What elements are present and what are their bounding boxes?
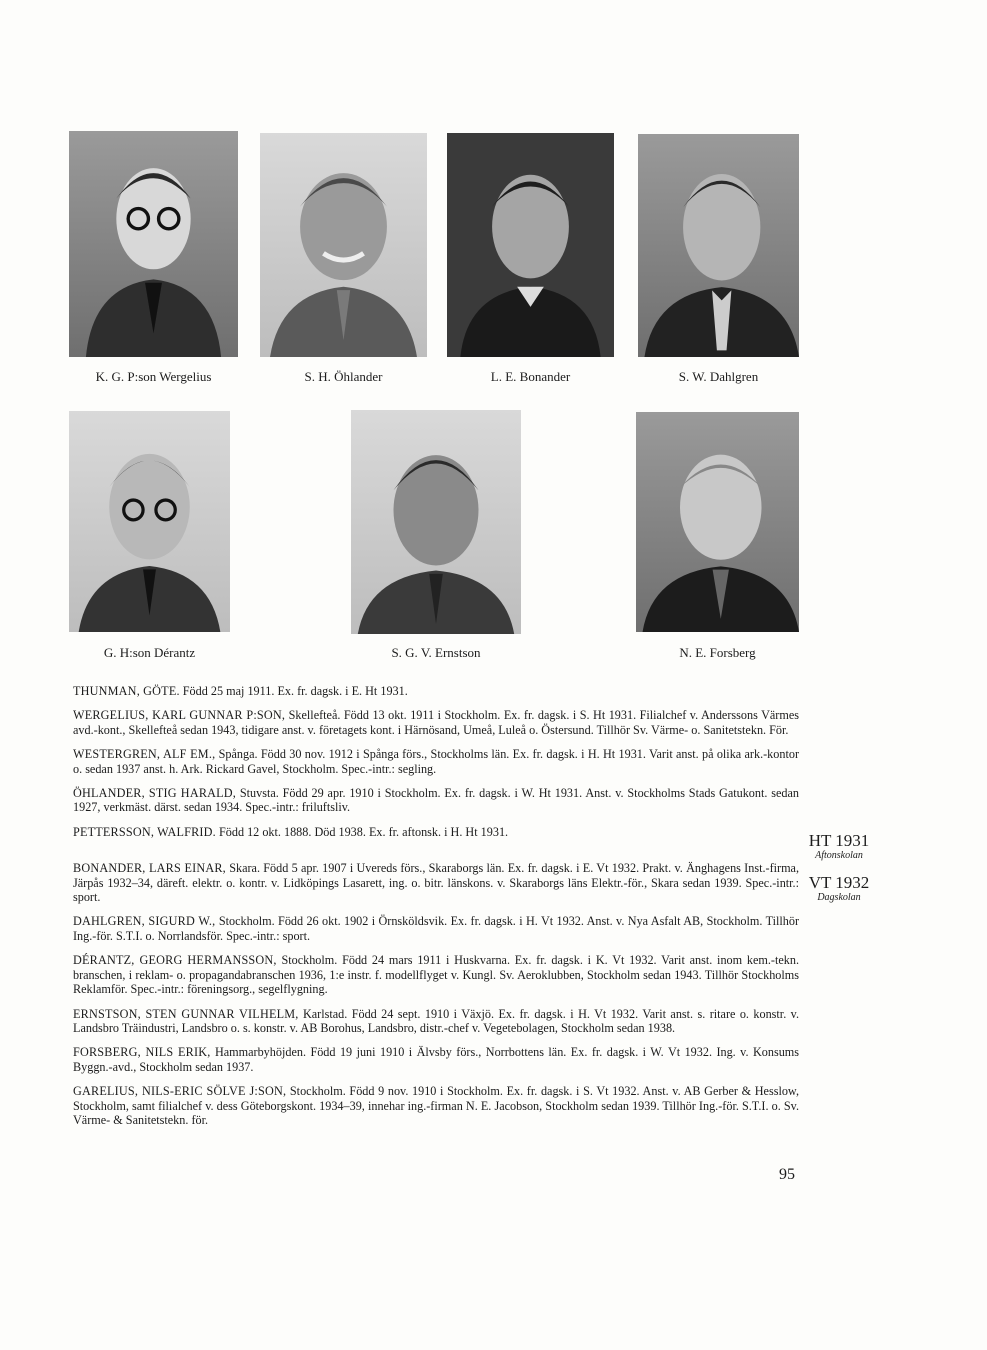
- entry-derantz: DÉRANTZ, GEORG HERMANSSON, Stockholm. Född 24 mars 1911 i Huskvarna. Ex. fr. dagsk. i K. Vt 1932. Varit anst. inom kem.-tekn. branschen, i reklam- o. propagandabranschen 1936, 1:e instr. f. modellflyget v. Kungl. Sv. Aeroklubben, Stockholm sedan 1943. Tillhör Stockholms Reklamför. Spec.-intr.: föreningsorg., segelflygning.: [73, 953, 799, 997]
- photo-caption: S. G. V. Ernstson: [391, 645, 481, 660]
- photo-caption: N. E. Forsberg: [679, 645, 756, 660]
- photo-caption: S. W. Dahlgren: [678, 369, 759, 384]
- school-label: Dagskolan: [817, 892, 861, 903]
- biography-list: [73, 684, 799, 1137]
- entry-garelius: GARELIUS, NILS-ERIC SÖLVE J:SON, Stockholm. Född 9 nov. 1910 i Stockholm. Ex. fr. dagsk. i S. Vt 1932. Anst. v. AB Gerber & Hesslow, Stockholm, samt filialchef v. dess Göteborgskont. 1934–39, innehar ing.-firman N. E. Jacobson, Stockholm sedan 1939. Tillhör Ing.-för. S.T.I. o. Sv. Värme- & Sanitetstekn. för.: [73, 1084, 799, 1127]
- portrait-forsberg: [636, 412, 799, 632]
- term-label: HT 1931: [808, 831, 870, 850]
- portrait-derantz: [69, 411, 230, 632]
- portrait-ernstson: [351, 410, 521, 634]
- portrait-ohlander: [260, 133, 427, 357]
- margin-note-ht1931: [804, 832, 874, 862]
- entry-ohlander: ÖHLANDER, STIG HARALD, Stuvsta. Född 29 apr. 1910 i Stockholm. Ex. fr. dagsk. i W. Ht 1931. Anst. v. Stockholms Stads Gatukont. sedan 1927, verkmäst. därst. sedan 1934. Spec.-intr.: friluftsliv.: [73, 786, 800, 815]
- margin-note-vt1932: [804, 874, 874, 904]
- portrait-wergelius: [69, 131, 238, 357]
- entry-bonander: BONANDER, LARS EINAR, Skara. Född 5 apr. 1907 i Uvereds förs., Skaraborgs län. Ex. fr. dagsk. i E. Vt 1932. Prakt. v. Änghagens Inst.-firma, Järpås 1932–34, däreft. elektr. o. kontr. v. Lidköpings Lasarett, ing. o. bitr. länskons. v. Skaraborgs läns Elektr.-för., Skara sedan 1939. Spec.-intr.: sport.: [73, 861, 800, 905]
- entry-dahlgren: DAHLGREN, SIGURD W., Stockholm. Född 26 okt. 1902 i Örnsköldsvik. Ex. fr. dagsk. i H. Vt 1932. Anst. v. Nya Asfalt AB, Stockholm. Tillhör Ing.-för. S.T.I. o. Norrlandsför. Spec.-intr.: sport.: [73, 914, 800, 943]
- page-number: 95: [779, 1166, 795, 1183]
- entry-pettersson: PETTERSSON, WALFRID. Född 12 okt. 1888. Död 1938. Ex. fr. aftonsk. i H. Ht 1931.: [73, 824, 509, 839]
- photo-caption: K. G. P:son Wergelius: [95, 369, 212, 384]
- photo-caption: L. E. Bonander: [490, 369, 571, 384]
- term-label: VT 1932: [808, 873, 870, 892]
- portrait-bonander: [447, 133, 614, 357]
- photo-caption: S. H. Öhlander: [304, 369, 383, 384]
- entry-westergren: WESTERGREN, ALF EM., Spånga. Född 30 nov. 1912 i Spånga förs., Stockholms län. Ex. fr. dagsk. i H. Ht 1931. Varit anst. på olika ark.-kontor o. sedan 1937 anst. h. Ark. Rickard Gavel, Stockholm. Spec.-intr.: segling.: [73, 747, 799, 776]
- entry-ernstson: ERNSTSON, STEN GUNNAR VILHELM, Karlstad. Född 24 sept. 1910 i Växjö. Ex. fr. dagsk. i H. Vt 1932. Varit anst. s. ritare o. konstr. v. Landsbro Träindustri, Landsbro o. s. konstr. v. AB Borohus, Landsbro, distr.-chef v. Vegetebolagen, Stockholm sedan 1938.: [73, 1006, 799, 1035]
- photo-caption: G. H:son Dérantz: [103, 645, 196, 660]
- entry-wergelius: WERGELIUS, KARL GUNNAR P:SON, Skellefteå. Född 13 okt. 1911 i Stockholm. Ex. fr. dagsk. i S. Ht 1931. Filialchef v. Anderssons Värmes avd.-kont., Skellefteå sedan 1943, tidigare anst. v. företagets kont. i Härnösand, Umeå, Luleå o. Östersund. Tillhör Sv. Värme- o. Sanitetstekn. För.: [73, 708, 799, 737]
- entry-forsberg: FORSBERG, NILS ERIK, Hammarbyhöjden. Född 19 juni 1910 i Älvsby förs., Norrbottens län. Ex. fr. dagsk. i W. Vt 1932. Ing. v. Konsums Byggn.-avd., Stockholm sedan 1937.: [73, 1045, 800, 1074]
- entry-thunman: THUNMAN, GÖTE. Född 25 maj 1911. Ex. fr. dagsk. i E. Ht 1931.: [73, 684, 408, 698]
- portrait-dahlgren: [638, 134, 799, 357]
- school-label: Aftonskolan: [815, 850, 863, 861]
